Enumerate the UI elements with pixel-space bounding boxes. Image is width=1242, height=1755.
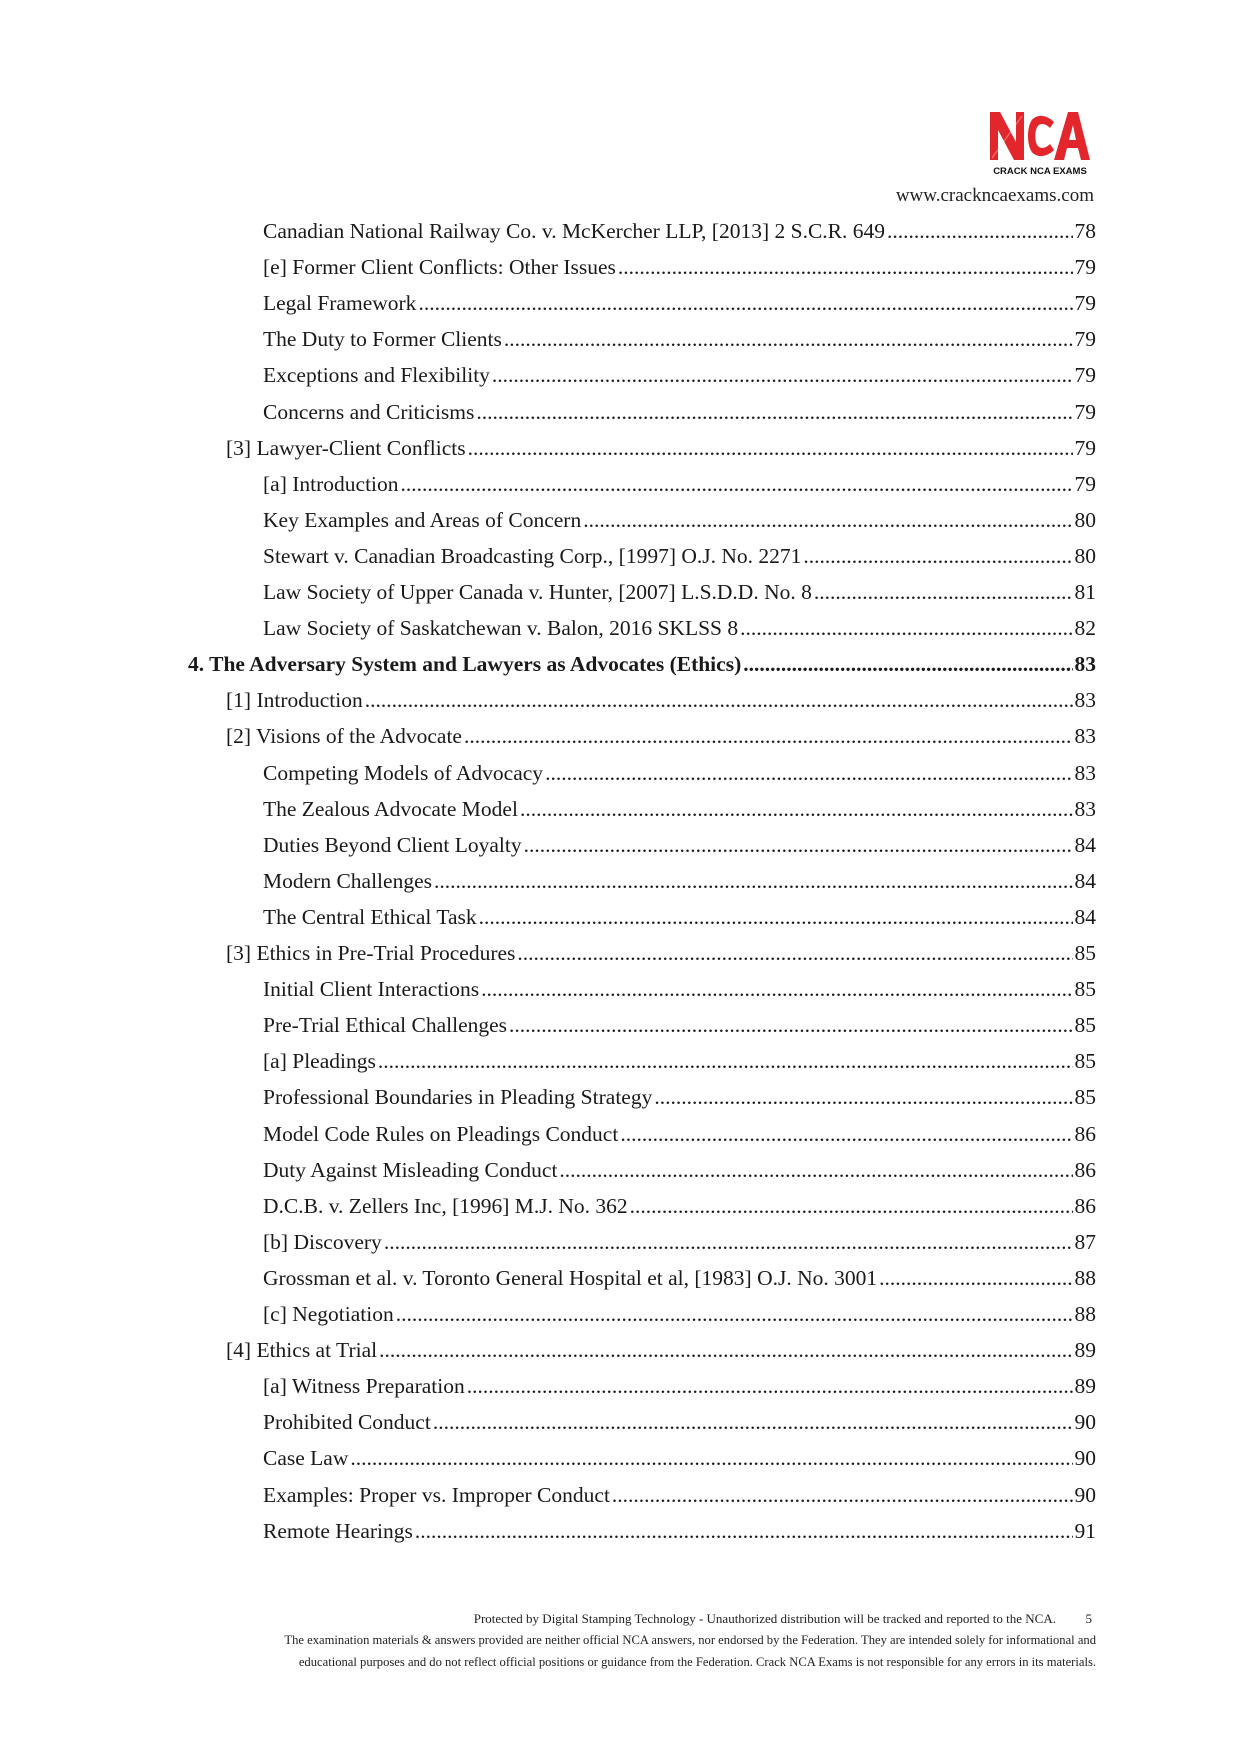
toc-entry-page: 91 (1074, 1518, 1096, 1543)
toc-entry-page: 84 (1074, 904, 1096, 929)
toc-entry-page: 85 (1074, 1085, 1096, 1110)
toc-entry[interactable] (263, 902, 1096, 932)
toc-entry-title: Prohibited Conduct (263, 1410, 431, 1435)
toc-entry-page: 80 (1074, 507, 1096, 532)
toc-entry[interactable] (263, 288, 1096, 318)
toc-entry-page: 82 (1074, 616, 1096, 641)
toc-entry[interactable] (263, 1082, 1096, 1112)
toc-dot-leader (433, 1407, 1073, 1437)
toc-entry[interactable] (263, 1263, 1096, 1293)
toc-entry-page: 89 (1074, 1374, 1096, 1399)
toc-dot-leader (384, 1227, 1073, 1257)
toc-entry-page: 86 (1074, 1193, 1096, 1218)
toc-entry[interactable] (263, 505, 1096, 535)
toc-entry-title: The Duty to Former Clients (263, 327, 502, 352)
toc-entry-page: 84 (1074, 832, 1096, 857)
toc-entry-page: 79 (1074, 399, 1096, 424)
toc-entry-title: Legal Framework (263, 291, 417, 316)
toc-entry-title: [1] Introduction (226, 688, 363, 713)
toc-entry-title: Law Society of Upper Canada v. Hunter, [2007] L.S.D.D. No. 8 (263, 580, 812, 604)
toc-entry-title: Canadian National Railway Co. v. McKercher LLP, [2013] 2 S.C.R. 649 (263, 219, 885, 243)
toc-dot-leader (350, 1443, 1072, 1473)
toc-dot-leader (654, 1082, 1072, 1112)
toc-entry-title: Concerns and Criticisms (263, 399, 475, 424)
toc-dot-leader (618, 252, 1073, 282)
toc-entry[interactable] (263, 1155, 1096, 1185)
toc-entry[interactable] (263, 577, 1096, 607)
toc-entry-page: 83 (1074, 652, 1096, 677)
toc-entry[interactable] (263, 216, 1096, 246)
toc-entry-title: Competing Models of Advocacy (263, 760, 544, 785)
toc-entry[interactable] (263, 1299, 1096, 1329)
toc-entry-title: [a] Witness Preparation (263, 1374, 465, 1399)
toc-entry-title: [e] Former Client Conflicts: Other Issues (263, 255, 616, 280)
toc-dot-leader (740, 613, 1072, 643)
toc-entry[interactable] (263, 541, 1096, 571)
toc-dot-leader (583, 505, 1072, 535)
toc-entry-page: 79 (1074, 255, 1096, 280)
toc-dot-leader (504, 324, 1073, 354)
toc-entry-page: 79 (1074, 327, 1096, 352)
toc-entry-page: 79 (1074, 435, 1096, 460)
toc-dot-leader (418, 288, 1072, 318)
toc-dot-leader (814, 577, 1073, 607)
disclaimer-line-2: educational purposes and do not reflect official positions or guidance from the Federation. Crack NCA Exams is not responsible for any errors in its materials. (298, 1655, 1096, 1669)
toc-entry[interactable] (263, 1119, 1096, 1149)
toc-dot-leader (803, 541, 1072, 571)
toc-entry-page: 83 (1074, 688, 1096, 713)
toc-entry[interactable] (263, 1443, 1096, 1473)
toc-entry[interactable] (263, 324, 1096, 354)
toc-dot-leader (401, 469, 1073, 499)
toc-entry[interactable] (263, 830, 1096, 860)
toc-entry[interactable] (226, 1335, 1096, 1365)
toc-entry-title: [b] Discovery (263, 1229, 382, 1254)
toc-entry-page: 86 (1074, 1121, 1096, 1146)
toc-entry-page: 83 (1074, 796, 1096, 821)
toc-entry-page: 84 (1074, 868, 1096, 893)
toc-entry-page: 79 (1074, 471, 1096, 496)
toc-entry[interactable] (263, 1407, 1096, 1437)
toc-dot-leader (479, 902, 1073, 932)
toc-entry[interactable] (263, 469, 1096, 499)
toc-dot-leader (415, 1516, 1073, 1546)
toc-entry[interactable] (226, 433, 1096, 463)
page-number: 5 (1085, 1611, 1092, 1626)
toc-entry[interactable] (263, 1010, 1096, 1040)
toc-entry-title: Examples: Proper vs. Improper Conduct (263, 1482, 610, 1507)
toc-entry-title: Law Society of Saskatchewan v. Balon, 2016 SKLSS 8 (263, 616, 739, 641)
toc-entry-page: 81 (1074, 580, 1096, 604)
toc-entry-page: 79 (1074, 291, 1096, 316)
toc-entry-page: 83 (1074, 724, 1096, 749)
toc-dot-leader (743, 649, 1072, 679)
toc-entry-page: 83 (1074, 760, 1096, 785)
toc-dot-leader (887, 216, 1073, 246)
toc-entry-title: 4. The Adversary System and Lawyers as Advocates (Ethics) (188, 652, 742, 677)
toc-dot-leader (517, 938, 1072, 968)
toc-dot-leader (365, 685, 1073, 715)
toc-entry-page: 89 (1074, 1338, 1096, 1363)
toc-dot-leader (434, 866, 1073, 896)
toc-entry-page: 85 (1074, 977, 1096, 1002)
toc-entry-title: Duties Beyond Client Loyalty (263, 832, 522, 857)
toc-entry-title: Remote Hearings (263, 1518, 413, 1543)
toc-dot-leader (481, 974, 1072, 1004)
toc-entry[interactable] (226, 721, 1096, 751)
toc-dot-leader (545, 758, 1072, 788)
toc-entry-page: 87 (1074, 1229, 1096, 1254)
toc-entry-title: Model Code Rules on Pleadings Conduct (263, 1121, 619, 1146)
toc-entry-title: Exceptions and Flexibility (263, 363, 490, 388)
toc-entry[interactable] (263, 1371, 1096, 1401)
toc-entry-page: 85 (1074, 1013, 1096, 1038)
toc-entry[interactable] (263, 1046, 1096, 1076)
toc-entry-page: 86 (1074, 1157, 1096, 1182)
toc-entry-page: 85 (1074, 1049, 1096, 1074)
toc-entry-page: 90 (1074, 1410, 1096, 1435)
toc-entry-title: [3] Lawyer-Client Conflicts (226, 435, 466, 460)
toc-dot-leader (630, 1191, 1073, 1221)
toc-dot-leader (467, 1371, 1073, 1401)
toc-entry-title: Modern Challenges (263, 868, 432, 893)
toc-entry-title: Initial Client Interactions (263, 977, 480, 1002)
toc-entry[interactable] (226, 938, 1096, 968)
toc-entry-page: 79 (1074, 363, 1096, 388)
toc-entry-title: [a] Introduction (263, 471, 399, 496)
toc-dot-leader (612, 1480, 1073, 1510)
protection-notice: Protected by Digital Stamping Technology - Unauthorized distribution will be tracked and reported to the NCA. (473, 1611, 1056, 1626)
toc-dot-leader (524, 830, 1073, 860)
toc-entry[interactable] (263, 1516, 1096, 1546)
toc-entry-title: [3] Ethics in Pre-Trial Procedures (226, 941, 516, 965)
toc-entry[interactable] (263, 758, 1096, 788)
toc-dot-leader (396, 1299, 1073, 1329)
disclaimer-line-1: The examination materials & answers provided are neither official NCA answers, nor endorsed by the Federation. They are intended solely for informational and (284, 1633, 1096, 1647)
toc-entry-title: Pre-Trial Ethical Challenges (263, 1013, 508, 1038)
toc-dot-leader (559, 1155, 1072, 1185)
toc-dot-leader (492, 360, 1073, 390)
website-url[interactable]: www.crackncaexams.com (895, 185, 1094, 206)
toc-entry[interactable] (263, 866, 1096, 896)
toc-entry-title: The Zealous Advocate Model (263, 796, 518, 821)
toc-entry[interactable] (263, 974, 1096, 1004)
toc-entry[interactable] (263, 252, 1096, 282)
toc-entry-title: Duty Against Misleading Conduct (263, 1157, 558, 1182)
toc-entry[interactable] (226, 685, 1096, 715)
toc-entry[interactable] (263, 1191, 1096, 1221)
toc-dot-leader (468, 433, 1073, 463)
toc-entry-title: Stewart v. Canadian Broadcasting Corp., [1997] O.J. No. 2271 (263, 543, 802, 568)
toc-dot-leader (464, 721, 1073, 751)
toc-entry[interactable] (263, 613, 1096, 643)
toc-entry[interactable] (263, 397, 1096, 427)
toc-entry-page: 90 (1074, 1446, 1096, 1471)
toc-entry-page: 85 (1074, 941, 1096, 965)
toc-entry[interactable] (263, 1480, 1096, 1510)
toc-entry-title: Grossman et al. v. Toronto General Hospital et al, [1983] O.J. No. 3001 (263, 1265, 878, 1290)
toc-entry-title: [4] Ethics at Trial (226, 1338, 378, 1363)
toc-entry-page: 90 (1074, 1482, 1096, 1507)
toc-entry[interactable] (263, 360, 1096, 390)
toc-dot-leader (378, 1046, 1073, 1076)
crack-nca-logo (988, 108, 1092, 178)
toc-entry-page: 80 (1074, 543, 1096, 568)
toc-dot-leader (476, 397, 1072, 427)
toc-entry-title: Key Examples and Areas of Concern (263, 507, 582, 532)
toc-entry-title: Case Law (263, 1446, 349, 1471)
toc-entry[interactable] (263, 1227, 1096, 1257)
toc-dot-leader (620, 1119, 1072, 1149)
toc-chapter-entry[interactable] (188, 649, 1096, 679)
toc-entry-title: [2] Visions of the Advocate (226, 724, 462, 749)
toc-dot-leader (509, 1010, 1072, 1040)
toc-entry-title: [a] Pleadings (263, 1049, 376, 1074)
toc-entry-page: 88 (1074, 1302, 1096, 1326)
toc-entry-page: 88 (1074, 1265, 1096, 1290)
toc-dot-leader (879, 1263, 1072, 1293)
toc-entry-title: Professional Boundaries in Pleading Strategy (263, 1085, 653, 1110)
toc-dot-leader (379, 1335, 1072, 1365)
toc-entry-title: The Central Ethical Task (263, 904, 477, 929)
logo-caption: CRACK NCA EXAMS (993, 166, 1087, 177)
toc-entry[interactable] (263, 794, 1096, 824)
toc-entry-page: 78 (1074, 219, 1096, 243)
toc-entry-title: D.C.B. v. Zellers Inc, [1996] M.J. No. 362 (263, 1193, 628, 1218)
toc-dot-leader (520, 794, 1073, 824)
toc-entry-title: [c] Negotiation (263, 1302, 394, 1326)
